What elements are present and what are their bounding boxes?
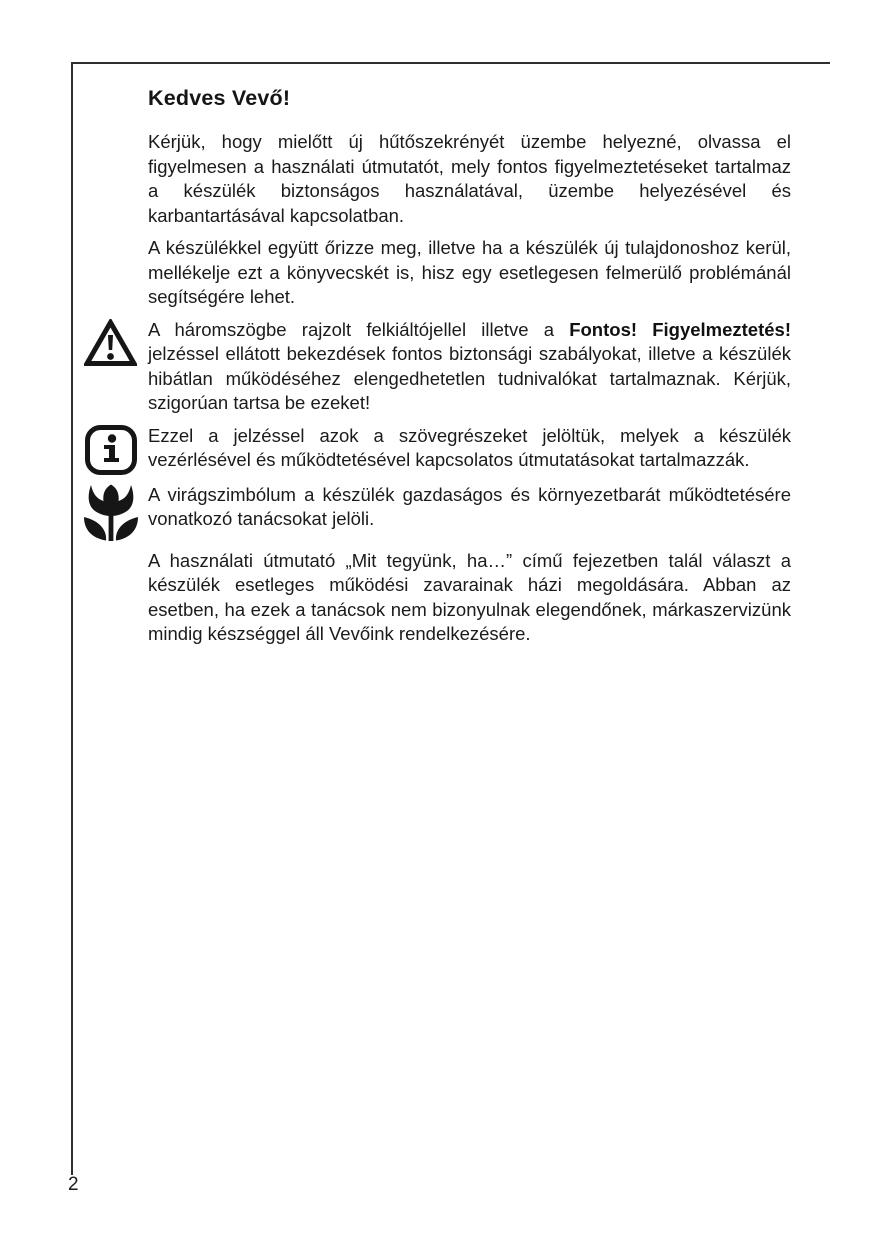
page-content [73, 64, 830, 647]
paragraph-row [73, 483, 830, 541]
paragraph-intro: Kérjük, hogy mielőtt új hűtőszekrényét üzembe helyezné, olvassa el figyelmesen a használati útmutatót, mely fontos figyelmeztetéseket tartalmaz a készülék biztonságos használatával, üzembe helyezésével és karbantartásával kapcsolatban. [148, 131, 791, 226]
paragraph-row [73, 424, 830, 475]
paragraph-row [73, 130, 830, 228]
icon-gutter [73, 424, 148, 475]
warning-text-after: jelzéssel ellátott bekezdések fontos biztonsági szabályokat, illetve a készülék hibátlan működéséhez elengedhetetlen tudnivalókat tartalmaznak. Kérjük, szigorúan tartsa be ezeket! [148, 343, 791, 413]
icon-gutter [73, 130, 148, 131]
page-border [71, 62, 830, 1175]
info-icon [85, 425, 137, 475]
page-number: 2 [68, 1174, 79, 1195]
paragraph-row [73, 236, 830, 310]
warning-triangle-icon [84, 319, 137, 367]
paragraph-troubleshooting: A használati útmutató „Mit tegyünk, ha…” című fejezetben talál választ a készülék esetleges működési zavarainak házi megoldására. Abban az esetben, ha ezek a tanácsok nem bizonyulnak elegendőnek, márkaszervizünk mindig készséggel áll Vevőink rendelkezésére. [148, 549, 791, 644]
warning-text-before: A háromszögbe rajzolt felkiáltójellel illetve a [148, 318, 570, 340]
warning-bold-label: Fontos! Figyelmeztetés! [569, 318, 791, 340]
icon-gutter [73, 483, 148, 541]
icon-gutter [73, 318, 148, 367]
tulip-flower-icon [83, 484, 139, 541]
paragraph-row [73, 549, 830, 647]
paragraph-keep-manual: A készülékkel együtt őrizze meg, illetve ha a készülék új tulajdonoshoz kerül, mellékelje ezt a könyvecskét is, hisz egy esetlegesen felmerülő problémánál segítségére lehet. [148, 237, 791, 307]
paragraph-info: Ezzel a jelzéssel azok a szövegrészeket jelöltük, melyek a készülék vezérlésével és működtetésével kapcsolatos útmutatásokat tartalmazzák. [148, 424, 791, 470]
icon-gutter [73, 236, 148, 237]
page-title: Kedves Vevő! [148, 86, 291, 110]
paragraph-warning [148, 318, 791, 416]
paragraph-row [73, 318, 830, 416]
icon-gutter [73, 549, 148, 550]
paragraph-eco: A virágszimbólum a készülék gazdaságos és környezetbarát működtetésére vonatkozó tanácsokat jelöli. [148, 483, 791, 529]
